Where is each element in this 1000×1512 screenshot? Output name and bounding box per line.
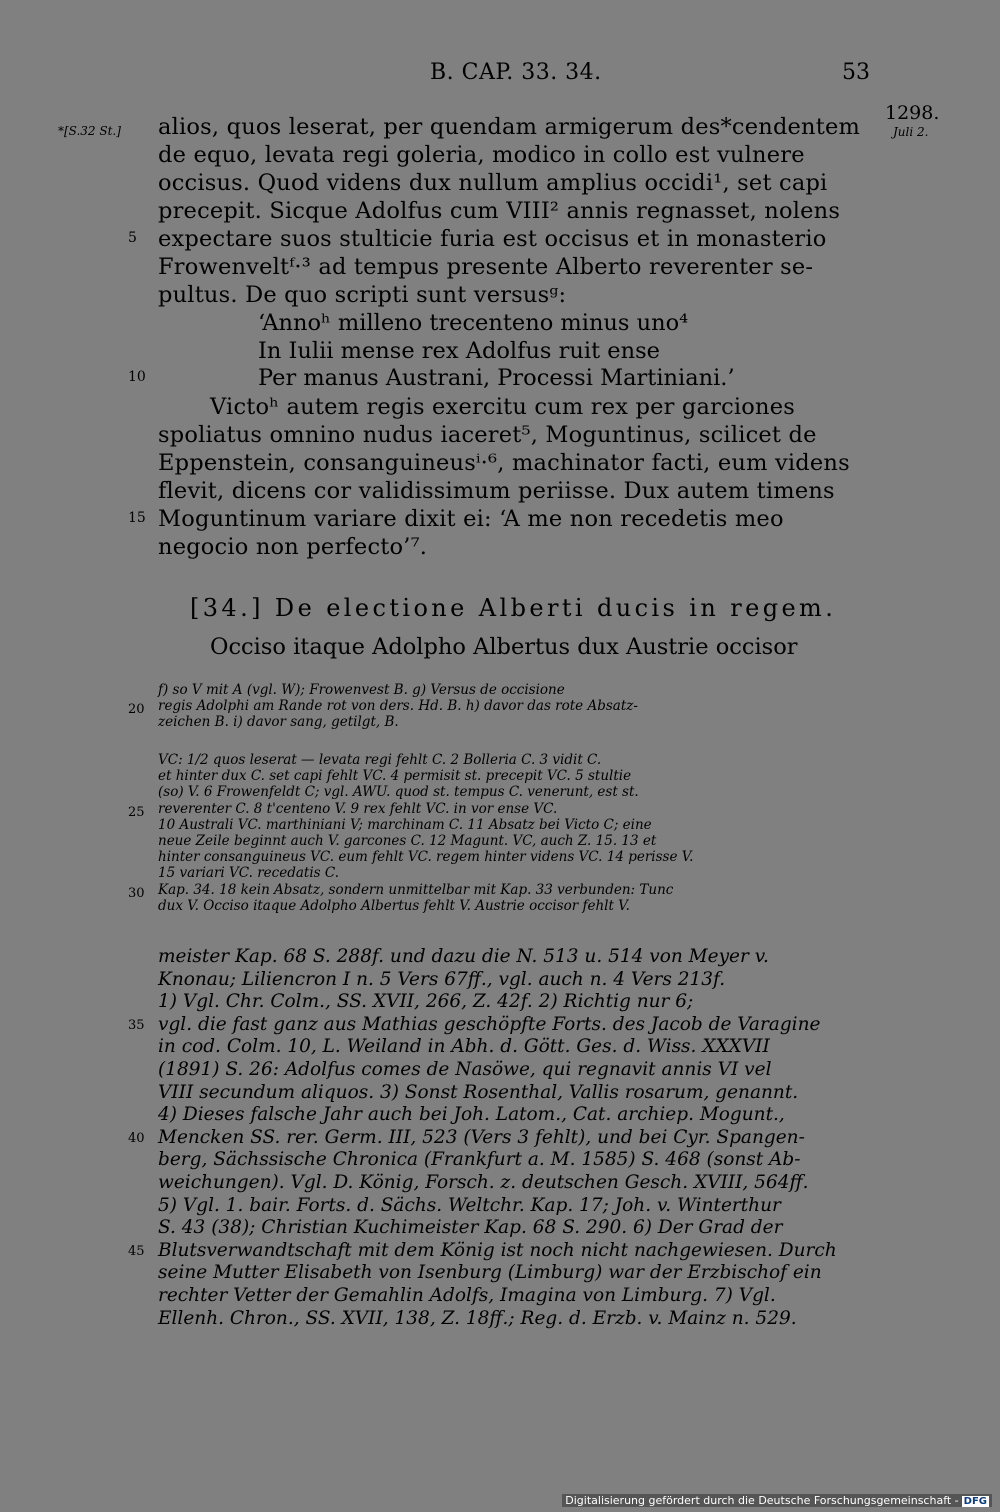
apparatus-line: regis Adolphi am Rande rot von ders. Hd. B. h) davor das rote Absatz- — [158, 698, 638, 714]
line-number: 35 — [128, 1017, 145, 1033]
text-line: Eppenstein, consanguineusⁱ·⁶, machinator facti, eum videns — [158, 450, 850, 476]
variant-line: 10 Australi VC. marthiniani V; marchinam C. 11 Absatz bei Victo C; eine — [158, 816, 652, 833]
note-line: Mencken SS. rer. Germ. III, 523 (Vers 3 fehlt), und bei Cyr. Spangen- — [158, 1126, 805, 1148]
note-line: weichungen). Vgl. D. König, Forsch. z. deutschen Gesch. XVIII, 564ff. — [158, 1172, 809, 1193]
text-line: flevit, dicens cor validissimum periisse. Dux autem timens — [158, 478, 835, 504]
margin-date-year: 1298. — [885, 102, 940, 124]
variant-line: et hinter dux C. set capi fehlt VC. 4 permisit st. precepit VC. 5 stultie — [158, 768, 632, 785]
text-line: precepit. Sicque Adolfus cum VIII² annis regnasset, nolens — [158, 198, 841, 224]
note-line: 5) Vgl. 1. bair. Forts. d. Sächs. Weltchr. Kap. 17; Joh. v. Winterthur — [158, 1194, 781, 1216]
variant-line: dux V. Occiso itaque Adolpho Albertus fehlt V. Austrie occisor fehlt V. — [158, 897, 630, 914]
note-line: in cod. Colm. 10, L. Weiland in Abh. d. Gött. Ges. d. Wiss. XXXVII — [158, 1036, 770, 1058]
note-line: (1891) S. 26: Adolfus comes de Nasöwe, qui regnavit annis VI vel — [158, 1059, 772, 1080]
note-line: Blutsverwandtschaft mit dem König ist noch nicht nachgewiesen. Durch — [158, 1239, 837, 1261]
page-number: 53 — [842, 60, 870, 85]
text-line: spoliatus omnino nudus iaceret⁵, Moguntinus, scilicet de — [158, 422, 817, 448]
variant-line: VC: 1/2 quos leserat — levata regi fehlt C. 2 Bolleria C. 3 vidit C. — [158, 752, 602, 768]
text-line: de equo, levata regi goleria, modico in collo est vulnere — [158, 142, 805, 168]
text-line: expectare suos stulticie furia est occisus et in monasterio — [158, 226, 827, 252]
line-number: 25 — [128, 804, 145, 820]
chapter-first-line: Occiso itaque Adolpho Albertus dux Austrie occisor — [210, 634, 798, 660]
line-number: 20 — [128, 702, 145, 717]
note-line: vgl. die fast ganz aus Mathias geschöpfte Forts. des Jacob de Varagine — [158, 1013, 821, 1035]
line-number: 10 — [128, 369, 146, 385]
variant-line: Kap. 34. 18 kein Absatz, sondern unmittelbar mit Kap. 33 verbunden: Tunc — [158, 881, 674, 898]
verse-line: In Iulii mense rex Adolfus ruit ense — [258, 337, 660, 364]
apparatus-line: f) so V mit A (vgl. W); Frowenvest B. g) Versus de occisione — [158, 682, 565, 698]
chapter-heading: [34.] De electione Alberti ducis in regem. — [190, 594, 837, 622]
line-number: 5 — [128, 230, 137, 246]
text-line: Frowenveltᶠ·³ ad tempus presente Alberto reverenter se- — [158, 254, 814, 280]
note-line: S. 43 (38); Christian Kuchimeister Kap. 68 S. 290. 6) Der Grad der — [158, 1217, 783, 1239]
text-line: occisus. Quod videns dux nullum amplius occidi¹, set capi — [158, 170, 828, 196]
text-line: Victoʰ autem regis exercitu cum rex per garciones — [210, 394, 795, 420]
margin-reference: *[S.32 St.] — [58, 124, 121, 138]
note-line: seine Mutter Elisabeth von Isenburg (Limburg) war der Erzbischof ein — [158, 1262, 822, 1284]
text-line: Moguntinum variare dixit ei: ‘A me non recedetis meo — [158, 506, 784, 532]
line-number: 40 — [128, 1130, 145, 1146]
note-line: Knonau; Liliencron I n. 5 Vers 67ff., vgl. auch n. 4 Vers 213f. — [158, 968, 726, 990]
variant-line: neue Zeile beginnt auch V. garcones C. 12 Magunt. VC, auch Z. 15. 13 et — [158, 833, 657, 849]
apparatus-line: zeichen B. i) davor sang, getilgt, B. — [158, 714, 399, 730]
line-number: 30 — [128, 885, 145, 901]
note-line: Ellenh. Chron., SS. XVII, 138, Z. 18ff.; Reg. d. Erzb. v. Mainz n. 529. — [158, 1307, 797, 1329]
variant-line: 15 variari VC. recedatis C. — [158, 865, 339, 882]
text-line: negocio non perfecto’⁷. — [158, 534, 428, 560]
verse-line: ‘Annoʰ milleno trecenteno minus uno⁴ — [258, 310, 689, 336]
line-number: 15 — [128, 510, 146, 526]
margin-date-day: Juli 2. — [893, 125, 929, 139]
variant-line: (so) V. 6 Frowenfeldt C; vgl. AWU. quod st. tempus C. venerunt, est st. — [158, 784, 639, 801]
note-line: rechter Vetter der Gemahlin Adolfs, Imagina von Limburg. 7) Vgl. — [158, 1285, 776, 1306]
note-line: 4) Dieses falsche Jahr auch bei Joh. Latom., Cat. archiep. Mogunt., — [158, 1104, 785, 1126]
verse-line: Per manus Austrani, Processi Martiniani.’ — [258, 365, 735, 391]
running-title: B. CAP. 33. 34. — [430, 60, 602, 85]
digitization-credit — [562, 1494, 992, 1507]
credit-text: Digitalisierung gefördert durch die Deutsche Forschungsgemeinschaft - — [565, 1494, 959, 1507]
variant-line: hinter consanguineus VC. eum fehlt VC. regem hinter videns VC. 14 perisse V. — [158, 849, 694, 866]
note-line: VIII secundum aliquos. 3) Sonst Rosenthal, Vallis rosarum, genannt. — [158, 1081, 799, 1103]
note-line: meister Kap. 68 S. 288f. und dazu die N. 513 u. 514 von Meyer v. — [158, 946, 769, 967]
line-number: 45 — [128, 1243, 145, 1259]
text-line: alios, quos leserat, per quendam armigerum des*cendentem — [158, 114, 861, 140]
margin-date — [885, 104, 939, 142]
note-line: 1) Vgl. Chr. Colm., SS. XVII, 266, Z. 42f. 2) Richtig nur 6; — [158, 991, 694, 1013]
dfg-logo: DFG — [963, 1496, 987, 1507]
variant-line: reverenter C. 8 t'centeno V. 9 rex fehlt VC. in vor ense VC. — [158, 800, 558, 817]
text-line: pultus. De quo scripti sunt versusᵍ: — [158, 282, 567, 308]
note-line: berg, Sächssische Chronica (Frankfurt a. M. 1585) S. 468 (sonst Ab- — [158, 1149, 801, 1171]
